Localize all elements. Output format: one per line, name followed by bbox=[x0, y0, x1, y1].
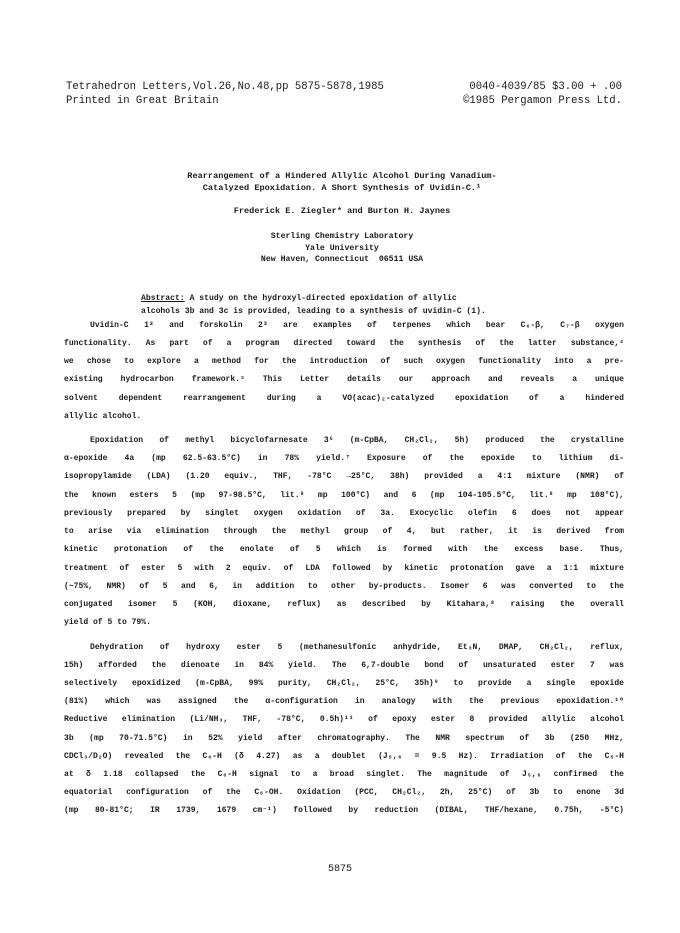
copyright-notice: ©1985 Pergamon Press Ltd. bbox=[463, 95, 622, 107]
body-line: Uvidin-C 1² and forskolin 2³ are examples of terpenes which bear C₆-β, C₇-β oxygen bbox=[90, 321, 624, 330]
body-line: solvent dependent rearrangement during a VO(acac)₂-catalyzed epoxidation of a hindered bbox=[64, 394, 624, 403]
page-header bbox=[66, 80, 622, 108]
body-line: Dehydration of hydroxy ester 5 (methanesulfonic anhydride, Et₃N, DMAP, CH₂Cl₂, reflux, bbox=[90, 643, 624, 652]
journal-citation: Tetrahedron Letters,Vol.26,No.48,pp 5875-5878,1985 bbox=[66, 81, 384, 93]
body-line: 3b (mp 70-71.5°C) in 52% yield after chromatography. The NMR spectrum of 3b (250 MHz, bbox=[64, 734, 624, 743]
body-line: Epoxidation of methyl bicyclofarnesate 3⁶ (m-CpBA, CH₂Cl₂, 5h) produced the crystalline bbox=[90, 436, 624, 445]
affiliation-line-1: Sterling Chemistry Laboratory bbox=[270, 232, 414, 241]
body-line: isopropylamide (LDA) (1.20 equiv., THF, -78°C →25°C, 38h) provided a 4:1 mixture (NMR) of bbox=[64, 472, 624, 481]
body-line: 15h) afforded the dienoate in 84% yield. The 6,7-double bond of unsaturated ester 7 was bbox=[64, 661, 624, 670]
body-line: (81%) which was assigned the α-configuration in analogy with the previous epoxidation.¹⁰ bbox=[64, 697, 624, 706]
body-line: kinetic protonation of the enolate of 5 which is formed with the excess base. Thus, bbox=[64, 545, 624, 554]
abstract-line-2: alcohols 3b and 3c is provided, leading to a synthesis of uvidin-C (1). bbox=[141, 306, 486, 316]
body-line: to arise via elimination through the methyl group of 4, but rather, it is derived from bbox=[64, 527, 624, 536]
printed-location: Printed in Great Britain bbox=[66, 95, 219, 107]
body-line: selectively epoxidized (m-CpBA, 99% purity, CH₂Cl₂, 25°C, 35h)⁹ to provide a single epoxide bbox=[64, 679, 624, 688]
body-line: conjugated isomer 5 (KOH, dioxane, reflux) as described by Kitahara,⁸ raising the overall bbox=[64, 600, 624, 609]
body-line: equatorial configuration of the C₆-OH. Oxidation (PCC, CH₂Cl₂, 2h, 25°C) of 3b to enone 3d bbox=[64, 788, 624, 797]
body-line: allylic alcohol. bbox=[64, 412, 142, 421]
body-line: CDCl₃/D₂O) revealed the C₆-H (δ 4.27) as a doublet (J₅,₆ = 9.5 Hz). Irradiation of the C₅-H bbox=[64, 752, 624, 761]
body-line: the known esters 5 (mp 97-98.5°C, lit.⁸ mp 100°C) and 6 (mp 104-105.5°C, lit.⁸ mp 108°C), bbox=[64, 491, 624, 500]
body-line: we chose to explore a method for the introduction of such oxygen functionality into a pre- bbox=[64, 357, 624, 366]
body-line: α-epoxide 4a (mp 62.5-63.5°C) in 78% yield.⁷ Exposure of the epoxide to lithium di- bbox=[64, 454, 624, 463]
body-line: (~75%, NMR) of 5 and 6, in addition to other by-products. Isomer 6 was converted to the bbox=[64, 582, 624, 591]
affiliation-line-3: New Haven, Connecticut 06511 USA bbox=[260, 255, 424, 264]
page-number: 5875 bbox=[327, 864, 352, 875]
affiliation-line-2: Yale University bbox=[305, 243, 379, 253]
body-line: (mp 80-81°C; IR 1739, 1679 cm⁻¹) followed by reduction (DIBAL, THF/hexane, 0.75h, -5°C) bbox=[64, 806, 624, 815]
affiliation bbox=[120, 231, 564, 266]
authors: Frederick E. Ziegler* and Burton H. Jaynes bbox=[233, 206, 451, 216]
abstract-label: Abstract: bbox=[141, 294, 185, 303]
body-line: at δ 1.18 collapsed the C₆-H signal to a broad singlet. The magnitude of J₅,₆ confirmed the bbox=[64, 770, 624, 779]
body-line: Reductive elimination (Li/NH₃, THF, -78°C, 0.5h)¹¹ of epoxy ester 8 provided allylic alcohol bbox=[64, 715, 624, 724]
body-line: yield of 5 to 79%. bbox=[64, 618, 151, 627]
article-title bbox=[120, 170, 564, 194]
body-line: treatment of ester 5 with 2 equiv. of LDA followed by kinetic protonation gave a 1:1 mixture bbox=[64, 564, 624, 573]
body-line: previously prepared by singlet oxygen oxidation of 3a. Exocyclic olefin 6 does not appear bbox=[64, 509, 624, 518]
title-line-1: Rearrangement of a Hindered Allylic Alcohol During Vanadium- bbox=[187, 171, 497, 181]
title-line-2: Catalyzed Epoxidation. A Short Synthesis of Uvidin-C.¹ bbox=[202, 183, 482, 193]
body-line: functionality. As part of a program directed toward the synthesis of the latter substance,⁴ bbox=[64, 339, 624, 348]
body-line: existing hydrocarbon framework.⁵ This Letter details our approach and reveals a unique bbox=[64, 375, 624, 384]
abstract-line-1: A study on the hydroxyl-directed epoxidation of allylic bbox=[184, 294, 457, 303]
abstract bbox=[141, 293, 541, 318]
issn-price: 0040-4039/85 $3.00 + .00 bbox=[469, 81, 622, 93]
